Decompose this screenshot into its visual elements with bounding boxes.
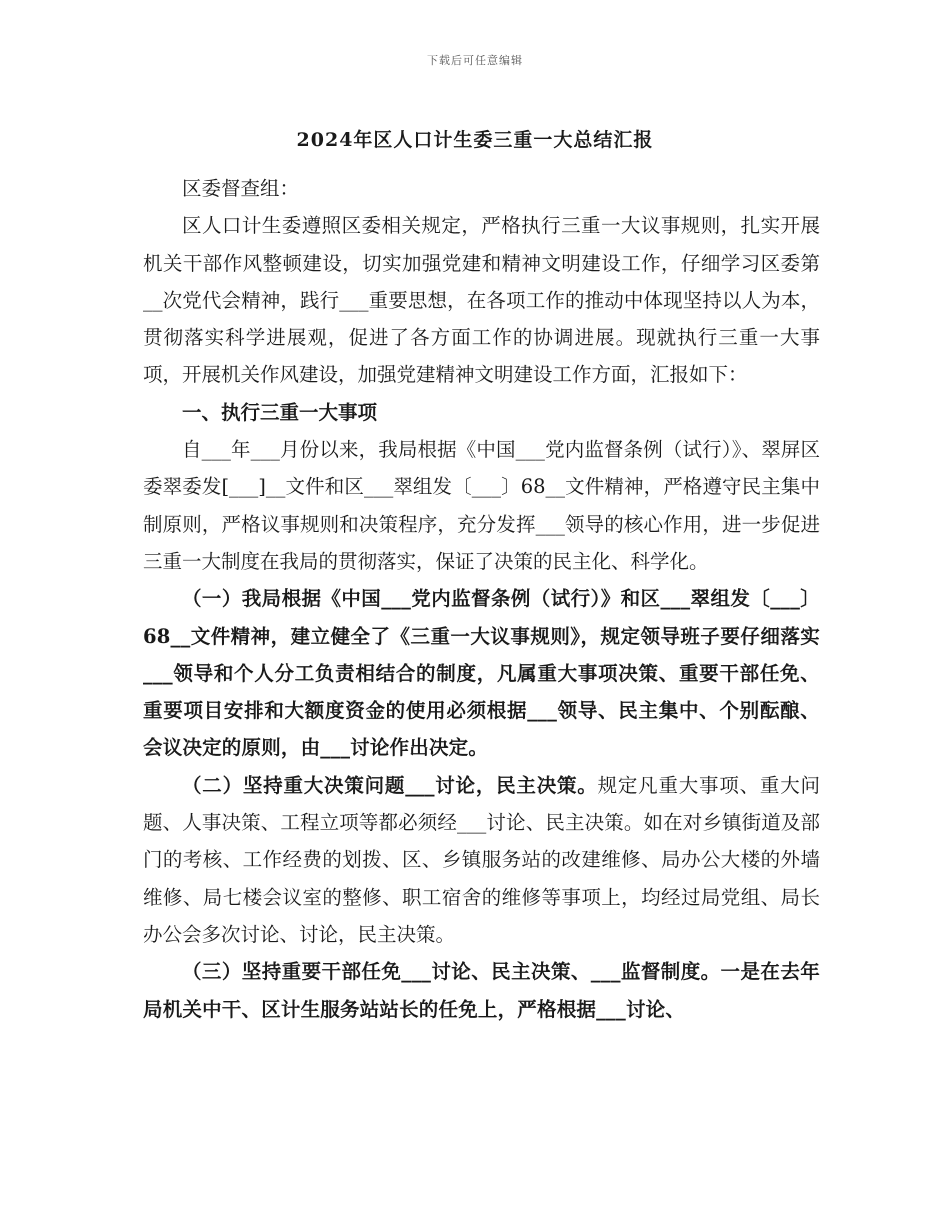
salutation: 区委督查组： (182, 177, 300, 200)
item-2-paragraph (143, 767, 820, 953)
item-3-paragraph: （三）坚持重要干部任免___讨论、民主决策、___监督制度。一是在去年局机关中干、区计生服务站站长的任免上，严格根据___讨论、 (143, 960, 820, 1021)
section-1-paragraph: 自___年___月份以来，我局根据《中国___党内监督条例（试行）》、翠屏区委翠委发[___]__文件和区___翠组发〔___〕68__文件精神，严格遵守民主集中制原则，严格议事规则和决策程序，充分发挥___领导的核心作用，进一步促进三重一大制度在我局的贯彻落实，保证了决策的民主化、科学化。 (143, 438, 820, 573)
item-2-lead: （二）坚持重大决策问题___讨论，民主决策。 (182, 773, 598, 797)
item-2-body: 规定凡重大事项、重大问题、人事决策、工程立项等都必须经___讨论、民主决策。如在对乡镇街道及部门的考核、工作经费的划拨、区、乡镇服务站的改建维修、局办公大楼的外墙维修、局七楼会议室的整修、职工宿舍的维修等事项上，均经过局党组、局长办公会多次讨论、讨论，民主决策。 (143, 773, 820, 946)
page-header-note: 下载后可任意编辑 (427, 54, 523, 67)
intro-paragraph: 区人口计生委遵照区委相关规定，严格执行三重一大议事规则，扎实开展机关干部作风整顿建设，切实加强党建和精神文明建设工作，仔细学习区委第__次党代会精神，践行___重要思想，在各项工作的推动中体现坚持以人为本，贯彻落实科学进展观，促进了各方面工作的协调进展。现就执行三重一大事项，开展机关作风建设，加强党建精神文明建设工作方面，汇报如下： (143, 214, 820, 387)
section-heading-1: 一、执行三重一大事项 (182, 400, 378, 424)
document-body (143, 170, 820, 1028)
item-1-paragraph: （一）我局根据《中国___党内监督条例（试行）》和区___翠组发〔___〕68__文件精神，建立健全了《三重一大议事规则》，规定领导班子要仔细落实___领导和个人分工负责相结合的制度，凡属重大事项决策、重要干部任免、重要项目安排和大额度资金的使用必须根据___领导、民主集中、个别酝酿、会议决定的原则，由___讨论作出决定。 (143, 587, 820, 760)
document-title: 2024年区人口计生委三重一大总结汇报 (296, 129, 654, 151)
